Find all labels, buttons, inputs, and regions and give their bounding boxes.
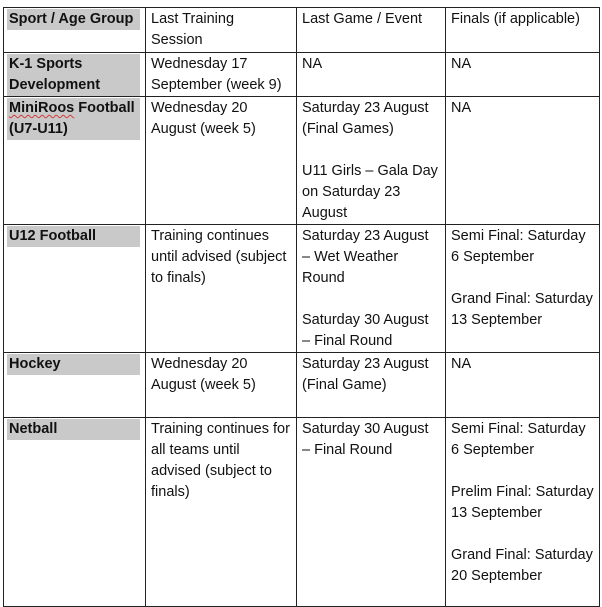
sport-shaded-label: U12 Football [7,226,140,247]
sport-cell [4,225,146,353]
header-training-line2: Session [151,32,203,48]
training-cell: Training continues for all teams until advised (subject to finals) [146,418,297,607]
game-cell [297,225,446,353]
header-training-line1: Last Training [151,11,235,27]
header-sport-shaded-label: Sport / Age Group [7,9,140,30]
training-cell: Wednesday 20 August (week 5) [146,353,297,418]
table-row [4,225,600,353]
finals-entry: Semi Final: Saturday 6 September [451,228,586,265]
game-cell [297,97,446,225]
sport-shaded-label [7,54,140,96]
sport-cell [4,53,146,97]
table-row [4,418,600,607]
header-row [4,8,600,53]
finals-entry: Grand Final: Saturday 13 September [451,291,593,328]
sports-schedule-table [3,7,600,607]
sport-shaded-label: Netball [7,419,140,440]
table-row [4,97,600,225]
finals-cell: NA [446,97,600,225]
table-row [4,353,600,418]
sport-shaded-label: Hockey [7,354,140,375]
header-finals: Finals (if applicable) [446,8,600,53]
finals-cell [446,225,600,353]
sport-line2: (U7-U11) [9,121,68,137]
game-cell: Saturday 23 August (Final Game) [297,353,446,418]
training-cell: Wednesday 17 September (week 9) [146,53,297,97]
game-entry: U11 Girls – Gala Day on Saturday 23 August [302,163,438,221]
sport-shaded-label [7,98,140,140]
finals-entry: Semi Final: Saturday 6 September [451,421,586,458]
sport-line1-misspelled-word: MiniRoos [9,100,75,116]
finals-cell [446,418,600,607]
training-cell: Training continues until advised (subject to finals) [146,225,297,353]
header-sport-age-group [4,8,146,53]
training-cell: Wednesday 20 August (week 5) [146,97,297,225]
sport-line1-rest: Football [74,100,135,116]
finals-cell: NA [446,353,600,418]
game-cell: Saturday 30 August – Final Round [297,418,446,607]
table-row [4,53,600,97]
sport-cell [4,418,146,607]
finals-cell: NA [446,53,600,97]
header-last-training [146,8,297,53]
sport-cell [4,353,146,418]
sport-line1: K-1 Sports [9,56,83,72]
header-last-game: Last Game / Event [297,8,446,53]
sport-line2: Development [9,77,101,93]
game-entry: Saturday 23 August (Final Games) [302,100,429,137]
game-entry: Saturday 23 August – Wet Weather Round [302,228,429,286]
finals-entry: Grand Final: Saturday 20 September [451,547,593,584]
sport-cell [4,97,146,225]
game-cell: NA [297,53,446,97]
finals-entry: Prelim Final: Saturday 13 September [451,484,594,521]
game-entry: Saturday 30 August – Final Round [302,312,429,349]
